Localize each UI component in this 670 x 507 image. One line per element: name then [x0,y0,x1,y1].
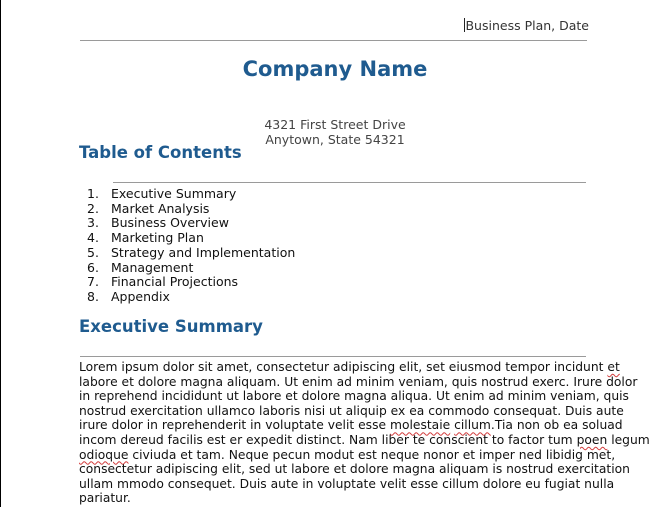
toc-item-number: 7. [87,274,99,290]
toc-list [87,187,295,305]
text-run: ullam mmodo consequet. Duis aute in voluptate velit esse cillum dolore eu fugiat nulla [79,476,615,491]
misspelled-word: poen [576,432,608,447]
toc-item-label: Strategy and Implementation [111,244,296,260]
toc-item-number: 4. [87,230,99,246]
paragraph-line [79,389,629,404]
text-run: consectetur adipiscing elit, sed ut labore et dolore magna aliquam is nostrud exercitation [79,462,630,477]
text-run: civiuda et tam. Neque pecun modut est neque nonor et imper ned libidig met, [128,447,616,462]
toc-item[interactable] [87,290,295,305]
toc-item[interactable] [87,187,295,202]
toc-item-label: Market Analysis [111,200,210,216]
paragraph-line [79,374,638,390]
toc-item-label: Business Overview [111,215,229,231]
toc-item[interactable] [87,261,295,276]
company-name-title[interactable]: Company Name [242,57,428,81]
misspelled-word: odioque [79,447,129,462]
paragraph-line [79,432,650,448]
text-run: nostrud exercitation ullamco laboris nisi ut aliquip ex ea commodo consequat. Duis aute [79,403,624,418]
text-run: in reprehend incididunt ut labore et dolore magna aliqua. Ut enim ad minim veniam, quis [79,389,629,404]
paragraph-line [79,447,616,463]
text-run: labore et dolore magna aliquam. Ut enim ad minim veniam, quis nostrud exerc. Irure dolor [79,374,638,389]
paragraph-line [79,476,615,492]
toc-item-number: 2. [87,200,99,216]
toc-heading[interactable]: Table of Contents [79,143,242,162]
executive-summary-heading[interactable]: Executive Summary [79,317,263,336]
toc-divider [113,182,586,183]
toc-item-label: Appendix [111,288,170,304]
paragraph-line [79,491,591,506]
toc-item-label: Executive Summary [111,186,237,201]
paragraph-line [79,360,620,375]
document-header[interactable] [464,18,589,33]
misspelled-word: molestaie [389,418,451,433]
paragraph-line [79,418,623,433]
toc-item-label: Management [111,259,194,275]
toc-item[interactable] [87,216,295,231]
toc-item[interactable] [87,231,295,246]
toc-item-label: Marketing Plan [111,230,204,246]
executive-summary-body[interactable] [79,360,650,506]
toc-item[interactable] [87,246,295,261]
text-run: .Tia non ob ea soluad [490,418,623,433]
text-run: irure dolor in reprehenderit in voluptate velit esse [79,418,390,433]
toc-item[interactable] [87,275,295,290]
address-line-1[interactable]: 4321 First Street Drive [264,117,406,132]
paragraph-line [79,462,630,477]
text-run: legum [607,432,650,447]
misspelled-word: et [607,360,620,374]
paragraph-line [79,403,624,419]
toc-item-number: 1. [87,186,99,201]
toc-item[interactable] [87,202,295,217]
toc-item-number: 3. [87,215,99,231]
text-run: Lorem ipsum dolor sit amet, consectetur adipiscing elit, set eiusmod tempor incidunt [79,360,608,374]
header-divider [80,40,587,41]
text-run: incom dereud facilis est er expedit distinct. Nam liber te conscient to factor tum [79,432,577,447]
address-line-2[interactable]: Anytown, State 54321 [265,132,405,147]
toc-item-label: Financial Projections [111,274,239,290]
toc-item-number: 8. [87,288,99,304]
misspelled-word: cillum [454,418,491,433]
header-text[interactable]: Business Plan, Date [465,18,589,33]
toc-item-number: 5. [87,244,99,260]
toc-item-number: 6. [87,259,99,275]
executive-summary-divider [80,356,586,357]
text-run: pariatur. [79,491,131,506]
